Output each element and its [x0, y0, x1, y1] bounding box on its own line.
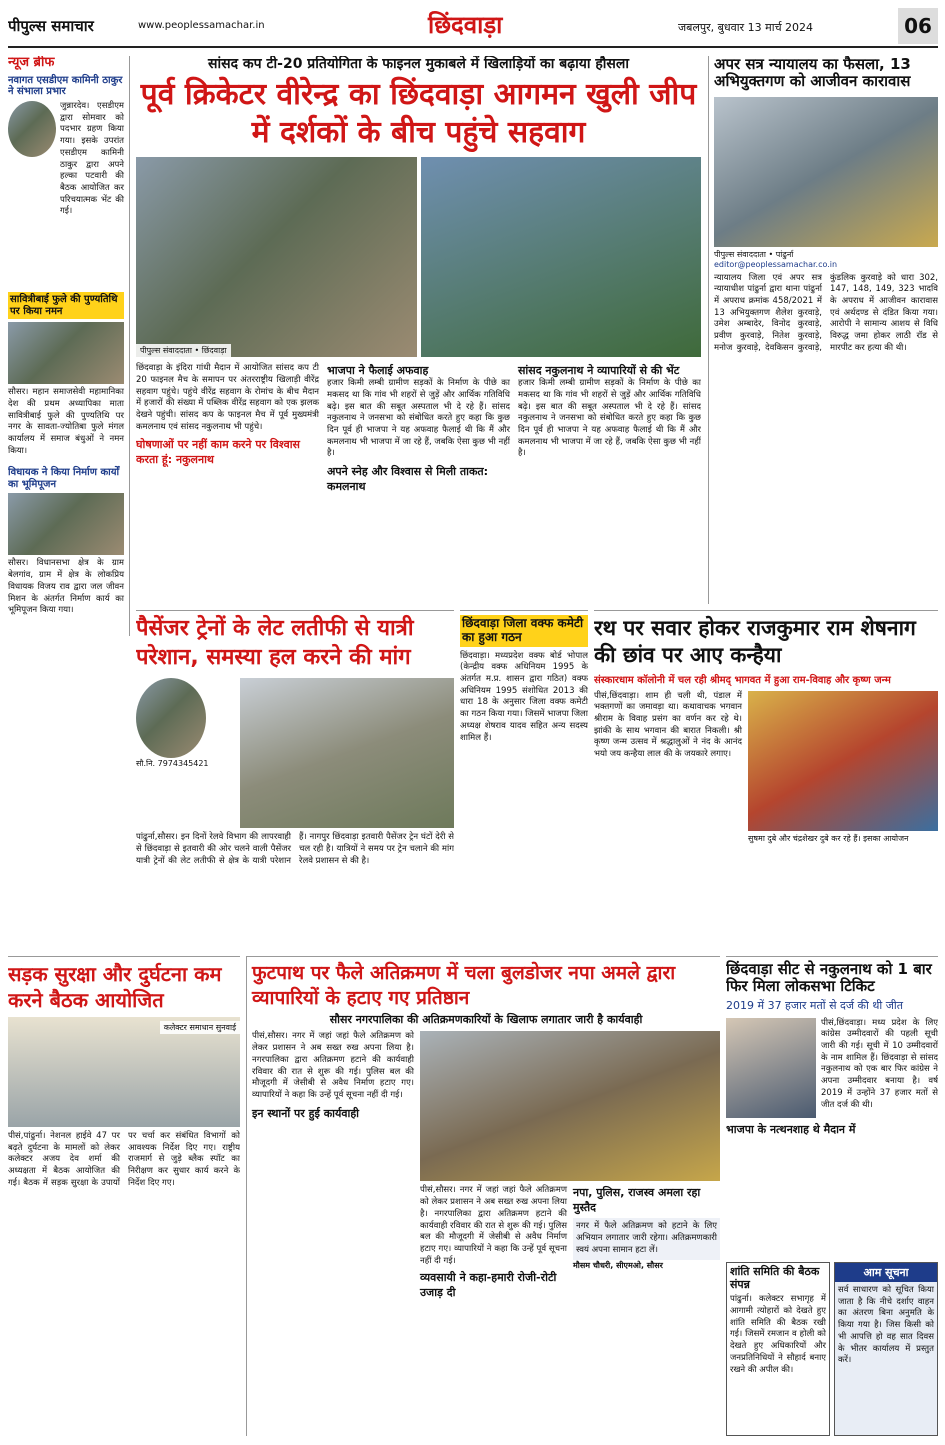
story-headline: शांति समिति की बैठक संपन्न [730, 1265, 820, 1291]
story-subhead: अपने स्नेह और विश्वास से मिली ताकत: कमलनाथ [327, 465, 489, 494]
story-subhead: घोषणाओं पर नहीं काम करने पर विश्वास करता हूं: नकुलनाथ [136, 438, 300, 467]
story-subhead: इन स्थानों पर हुई कार्यवाही [252, 1106, 360, 1120]
sehwag-jeep-photo [136, 157, 417, 357]
story-body: छिंदवाड़ा। मध्यप्रदेश वक्फ बोर्ड भोपाल (केन्द्रीय वक्फ अधिनियम 1995 के अंतर्गत म.प्र. शासन द्वारा गठित) वक्फ अधिनियम 1995 संशोधित 2013 की धारा 18 के अनुसार जिला वक्फ कमेटी का गठन किया गया। जिसमें भाजपा जिला अध्यक्ष शेषराव यादव सहित अन्य सदस्य शामिल हैं। [460, 650, 588, 743]
editor-email[interactable]: editor@peoplessamachar.co.in [714, 259, 838, 269]
bhoomipujan-photo [8, 493, 124, 555]
brand-logo: पीपुल्स समाचार [8, 17, 94, 35]
brief-title: विधायक ने किया निर्माण कार्यों का भूमिपूजन [8, 467, 120, 490]
quote-attribution: मौसम चौधरी, सीएमओ, सौसर [573, 1260, 663, 1270]
public-notice [834, 1262, 938, 1436]
railway-station-photo [240, 678, 454, 828]
nakulnath-portrait [726, 1018, 816, 1118]
story-kicker: संस्कारधाम कॉलोनी में चल रही श्रीमद् भागवत में हुआ राम-विवाह और कृष्ण जन्म [594, 674, 891, 686]
story-kicker: सांसद कप टी-20 प्रतियोगिता के फाइनल मुकाबले में खिलाड़ियों का बढ़ाया हौसला [208, 56, 629, 72]
brief-body: सौसर। विधानसभा क्षेत्र के ग्राम बेलगांव, ग्राम में क्षेत्र के लोकप्रिय विधायक विजय राव द्वारा जल जीवन मिशन के अंतर्गत निर्माण कार्य का भूमिपूजन किया गया। [8, 558, 124, 616]
issue-date: जबलपुर, बुधवार 13 मार्च 2024 [678, 21, 814, 34]
story-waqf-committee [460, 610, 588, 950]
story-body: हजार किमी लम्बी ग्रामीण सड़कों के निर्माण के पीछे का मकसद था कि गांव भी शहरों से जुड़ें और आर्थिक गतिविधि बढ़े। इस बात की सबूत अस्पताल भी दे रहे हैं। सांसद नकुलनाथ ने जनसभा को संबोधित करते हुए कहा कि कुछ दिन पूर्व ही भाजपा ने यह अफवाह फैलाई थी कि मैं और कमलनाथ भी भाजपा में जा रहे हैं, जबकि ऐसा कुछ भी नहीं है। [327, 378, 510, 459]
story-body: पीसं,सौसर। नगर में जहां जहां फैले अतिक्रमण को लेकर प्रशासन ने अब सख्त रुख अपना लिया है। नगरपालिका द्वारा अतिक्रमण हटाने की कार्यवाही रविवार की रात से शुरू की गई। पुलिस बल की मौजूदगी में जेसीबी से अवैध निर्माण हटाए गए। व्यापारियों ने कहा कि उन्हें पूर्व सूचना नहीं दी गई। [252, 1031, 414, 1100]
meeting-photo [8, 1017, 240, 1127]
story-body: पांढुर्ना,सौसर। इन दिनों रेलवे विभाग की लापरवाही से छिंदवाड़ा से इतवारी की ओर चलने वाली पैसेंजर यात्री ट्रेनों की लेट लतीफी से क्षेत्र के यात्री परेशान हैं। नागपुर छिंदवाड़ा इतवारी पैसेंजर ट्रेन घंटों देरी से चल रही है। यात्रियों ने समय पर ट्रेन चलाने की मांग रेलवे प्रशासन से की है। [136, 832, 454, 866]
story-encroachment [246, 956, 720, 1436]
story-headline: छिंदवाड़ा सीट से नकुलनाथ को 1 बार फिर मिला लोकसभा टिकिट [726, 960, 932, 996]
photo-credit: पीपुल्स संवाददाता • पांढुर्ना [714, 249, 794, 259]
story-headline: पूर्व क्रिकेटर वीरेन्द्र का छिंदवाड़ा आगमन खुली जीप में दर्शकों के बीच पहुंचे सहवाग [140, 77, 697, 150]
brief-title: नवागत एसडीएम कामिनी ठाकुर ने संभाला प्रभार [8, 74, 123, 98]
brief-label: न्यूज ब्रीफ [8, 56, 55, 70]
notice-body: सर्व साधारण को सूचित किया जाता है कि नीचे दर्शाए वाहन का अंतरण बिना अनुमति के किया गया है। जिस किसी को भी आपत्ति हो वह सात दिवस के भीतर कार्यालय में प्रस्तुत करें। [838, 1285, 934, 1366]
notice-title: आम सूचना [835, 1263, 937, 1282]
brief-item [8, 75, 124, 218]
story-subhead: व्यवसायी ने कहा-हमारी रोजी-रोटी उजाड़ दी [420, 1271, 557, 1300]
story-body: छिंदवाड़ा के इंदिरा गांधी मैदान में आयोजित सांसद कप टी 20 फाइनल मैच के समापन पर अंतरराष्ट्रीय खिलाड़ी वीरेंद्र सहवाग पहुंचे। पहुंचे वीरेंद्र सहवाग के रोमांच के बीच मैदान में हजारों की संख्या में पब्लिक वीरेंद्र सहवाग को एक झलक देखने पहुंची। सांसद कप के फाइनल मैच में पूर्व मुख्यमंत्री कमलनाथ एवं सांसद नकुलनाथ भी पहुंचे। [136, 363, 319, 432]
story-subhead: नपा, पुलिस, राजस्व अमला रहा मुस्तैद [573, 1186, 701, 1215]
sdm-portrait [8, 101, 56, 157]
story-headline: फुटपाथ पर फैले अतिक्रमण में चला बुलडोजर नपा अमले द्वारा व्यापारियों के हटाए गए प्रतिष्ठान [252, 962, 676, 1009]
story-passenger-trains [136, 610, 454, 950]
story-bhagwat-katha [594, 610, 938, 950]
story-body: पीसं,छिंदवाड़ा। शाम ही चली थी, पंडाल में भक्तगणों का जमावड़ा था। कथावाचक भगवान श्रीराम के विवाह प्रसंग का वर्णन कर रहे थे। झांकी के साथ भगवान की बारात निकली। श्री कृष्ण जन्म उत्सव में श्रद्धालुओं ने नंद के आनंद भयो जय कन्हैया लाल की के जयकारे लगाए। [594, 690, 742, 760]
story-subhead: भाजपा ने फैलाई अफवाह [327, 364, 429, 378]
story-body: पीसं,छिंदवाड़ा। मध्य प्रदेश के लिए कांग्रेस उम्मीदवारों की पहली सूची जारी की गई। सूची में 10 उम्मीदवारों के नाम शामिल हैं। छिंदवाड़ा से सांसद नकुलनाथ को एक बार फिर कांग्रेस ने अपना उम्मीदवार बनाया है। वर्ष 2019 में उन्होंने 37 हजार मतों से जीत दर्ज की थी। [821, 1017, 938, 1110]
page-number: 06 [898, 8, 938, 44]
story-headline: पैसेंजर ट्रेनों के लेट लतीफी से यात्री परेशान, समस्या हल करने की मांग [136, 616, 414, 670]
story-headline: छिंदवाड़ा जिला वक्फ कमेटी का हुआ गठन [460, 615, 588, 647]
story-headline: रथ पर सवार होकर राजकुमार राम शेषनाग की छांव पर आए कन्हैया [594, 616, 916, 668]
sehwag-batting-photo [421, 157, 702, 357]
section-title: छिंदवाड़ा [428, 11, 503, 39]
photo-caption: सुषमा दुबे और चंद्रशेखर दुबे कर रहे हैं। इसका आयोजन [748, 833, 909, 843]
cmo-quote: नगर में फैले अतिक्रमण को हटाने के लिए अभियान लगातार जारी रहेगा। अतिक्रमणकारी स्वयं अपना सामान हटा लें। [573, 1218, 720, 1259]
reporter-contact: सौ.नि. 7974345421 [136, 759, 209, 769]
story-kicker: सौसर नगरपालिका की अतिक्रमणकारियों के खिलाफ लगातार जारी है कार्यवाही [329, 1013, 643, 1027]
story-body: पीसं,पांढुर्ना। नेशनल हाईवे 47 पर बढ़ते दुर्घटना के मामलों को लेकर कलेक्टर अजय देव शर्मा की अध्यक्षता में बैठक आयोजित की गई। बैठक में सड़क सुरक्षा के उपायों पर चर्चा कर संबंधित विभागों को आवश्यक निर्देश दिए गए। राष्ट्रीय राजमार्ग से जुड़े ब्लैक स्पॉट का निरीक्षण कर सुधार कार्य करने के निर्देश दिए गए। [8, 1131, 240, 1188]
masthead [8, 6, 938, 48]
court-photo [714, 97, 938, 247]
brief-body: जुन्नारदेव। एसडीएम द्वारा सोमवार को पदभार ग्रहण किया गया। इसके उपरांत एसडीएम कामिनी ठाकुर द्वारा अपने हल्का पटवारी की बैठक आयोजित कर परिचयात्मक भेंट की गई। [60, 100, 124, 217]
brief-title: सावित्रीबाई फुले की पुण्यतिथि पर किया नमन [8, 292, 124, 319]
story-subhead: सांसद नकुलनाथ ने व्यापारियों से की भेंट [518, 364, 680, 378]
tribute-photo [8, 322, 124, 384]
story-subhead: 2019 में 37 हजार मतों से दर्ज की थी जीत [726, 998, 903, 1012]
story-court-verdict [708, 56, 938, 604]
meeting-banner: कलेक्टर समाधान सुनवाई [160, 1021, 240, 1034]
story-sehwag [136, 56, 701, 604]
story-subhead: भाजपा के नत्थनशाह थे मैदान में [726, 1122, 856, 1136]
bulldozer-photo [420, 1031, 720, 1181]
brief-body: सौसर। महान समाजसेवी महामानिका देश की प्रथम अध्यापिका माता सावित्रीबाई फुले की पुण्यतिथि पर नगर के सावता-ज्योतिबा फुले मंगल कार्यालय में समाज बंधुओं ने नमन किया। [8, 387, 124, 456]
story-loksabha-ticket [726, 956, 938, 1256]
reporter-portrait [136, 678, 206, 758]
story-peace-committee [726, 1262, 830, 1436]
jhanki-photo [748, 691, 938, 831]
website-url[interactable]: www.peoplessamachar.in [138, 20, 265, 31]
story-body: पीसं,सौसर। नगर में जहां जहां फैले अतिक्रमण को लेकर प्रशासन ने अब सख्त रुख अपना लिया है। नगरपालिका द्वारा अतिक्रमण हटाने की कार्यवाही रविवार की रात से शुरू की गई। पुलिस बल की मौजूदगी में जेसीबी से अवैध निर्माण हटाए गए। व्यापारियों ने कहा कि उन्हें पूर्व सूचना नहीं दी गई। [420, 1185, 567, 1266]
brief-item [8, 292, 124, 457]
news-brief-column [8, 56, 130, 636]
story-road-safety [8, 956, 240, 1436]
story-body: पांढुर्ना। कलेक्टर सभागृह में आगामी त्योहारों को देखते हुए शांति समिति की बैठक रखी गई। जिसमें रमजान व होली को देखते हुए अधिकारियों और जनप्रतिनिधियों ने सौहार्द बनाए रखने की अपील की। [730, 1294, 826, 1375]
story-body: हजार किमी लम्बी ग्रामीण सड़कों के निर्माण के पीछे का मकसद था कि गांव भी शहरों से जुड़ें और आर्थिक गतिविधि बढ़े। इस बात की सबूत अस्पताल भी दे रहे हैं। सांसद नकुलनाथ ने जनसभा को संबोधित करते हुए कहा कि कुछ दिन पूर्व ही भाजपा ने यह अफवाह फैलाई थी कि मैं और कमलनाथ भी भाजपा में जा रहे हैं, जबकि ऐसा कुछ भी नहीं है। [518, 378, 701, 459]
brief-item [8, 467, 124, 617]
photo-credit: पीपुल्स संवाददाता • छिंदवाड़ा [136, 344, 231, 357]
story-body: न्यायालय जिला एवं अपर सत्र न्यायाधीश पांढुर्ना द्वारा थाना पांढुर्ना में अपराध क्रमांक 458/2021 में 13 अभियुक्तगण शैलेश कुरवाड़े, उमेश अम्बादेर, विनोद कुरवाड़े, प्रवीण कुरवाड़े, नितेश कुरवाड़े, मनोज कुरवाड़े, देवकिसन कुरवाड़े, कुंडलिक कुरवाड़े को धारा 302, 147, 148, 149, 323 भादवि के अपराध में आजीवन कारावास एवं अर्थदण्ड से दंडित किया गया। आरोपी ने सामान्य आशय से विधि विरुद्ध जमा होकर लाठी रॉड से मारपीट कर हत्या की थी। [714, 272, 938, 353]
story-headline: सड़क सुरक्षा और दुर्घटना कम करने बैठक आयोजित [8, 962, 222, 1012]
story-headline: अपर सत्र न्यायालय का फैसला, 13 अभियुक्तगण को आजीवन कारावास [714, 56, 911, 91]
